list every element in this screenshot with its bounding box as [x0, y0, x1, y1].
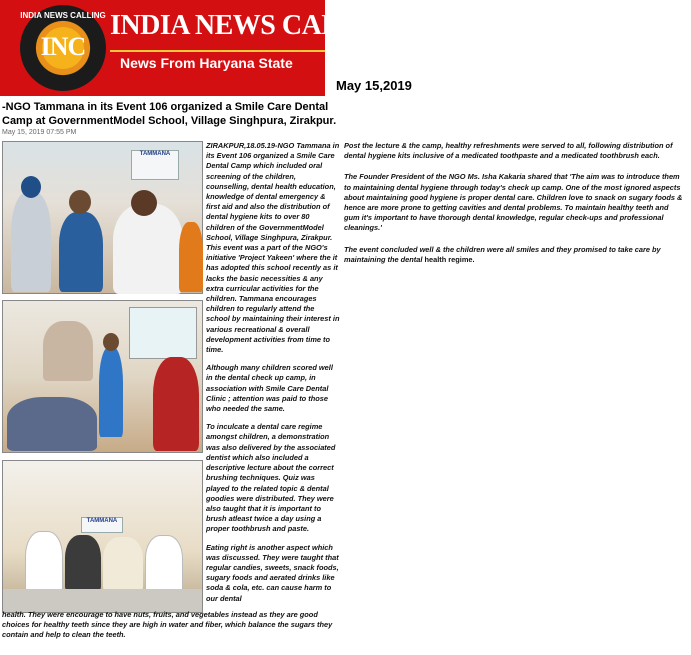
adults-group	[43, 321, 93, 381]
group-member	[145, 535, 183, 593]
site-subtitle: News From Haryana State	[120, 55, 293, 71]
article-paragraph: The Founder President of the NGO Ms. Isha Kakaria shared that 'The aim was to introduce them to maintaining dental hygiene through today's check up camp. One of the most ignored aspects about maintaining good hygiene is proper dental care. Children love to snack on sugary foods & hence are more prone to getting cavities and dental problems. To maintain healthy teeth and gum it's important to have thorough dental knowledge, regular check-ups and professional cleanings.'	[344, 172, 683, 233]
group-member	[65, 535, 101, 591]
teacher-figure	[153, 357, 199, 451]
person-figure	[11, 192, 51, 292]
whiteboard	[129, 307, 197, 359]
group-member	[103, 537, 143, 591]
inc-logo	[20, 5, 106, 91]
article-paragraph: ZIRAKPUR,18.05.19-NGO Tammana in its Event 106 organized a Smile Care Dental Camp which included oral screening of the children, counselling, dental health education, knowledge of dental emergency & first aid and also the distribution of dental hygiene kits to over 80 children of the GovernmentModel School, Village Singhpura, Zirakpur. This event was a part of the NGO's initiative 'Project Yakeen' where the it has adopted this school recently as it lacks the basic necessities & any extra curricular activities for the children. Tammana encourages children to regularly attend the school by maintaining their interest in various recreational & overall development activities from time to time.	[206, 141, 340, 355]
article-continuation	[2, 610, 342, 649]
article-column-right	[344, 141, 686, 276]
article-closing-paragraph	[344, 245, 686, 265]
closing-tail: health regime.	[424, 254, 475, 264]
dentist-head	[131, 190, 157, 216]
dentist-figure	[113, 204, 183, 294]
photo-dental-checkup	[2, 141, 203, 294]
person-head	[21, 176, 41, 198]
child-head	[69, 190, 91, 214]
article-paragraph: Post the lecture & the camp, healthy refreshments were served to all, following distribution of dental hygiene kits inclusive of a medicated toothpaste and a medicated toothbrush each.	[344, 141, 673, 161]
person-figure	[179, 222, 203, 292]
logo-text: INC	[40, 32, 86, 61]
article-column-left	[206, 141, 340, 612]
floor	[3, 589, 202, 612]
site-title: INDIA NEWS CALLING	[110, 10, 410, 41]
publish-date: May 15,2019	[336, 78, 412, 93]
article-byline: May 15, 2019 07:55 PM	[2, 129, 77, 136]
child-head	[103, 333, 119, 351]
logo-ring-text: INDIA NEWS CALLING	[20, 11, 106, 20]
article-paragraph: To inculcate a dental care regime amongst children, a demonstration was also delivered by the associated dentist which also included a descriptive lecture about the correct brushing techniques. Quiz was played to the related topic & dental goodies were distributed. They were also taught that it is important to brush atleast twice a day using a proper toothbrush and paste.	[206, 422, 336, 534]
tammana-banner: TAMMANA	[131, 150, 179, 180]
child-standing	[99, 347, 123, 437]
tammana-banner: TAMMANA	[81, 517, 123, 533]
photo-group	[2, 460, 203, 613]
article-headline: -NGO Tammana in its Event 106 organized a Smile Care Dental Camp at GovernmentModel School, Village Singhpura, Zirakpur.	[2, 101, 337, 127]
article-paragraph: Although many children scored well in the dental check up camp, in association with Smile Care Dental Clinic ; attention was paid to those who needed the same.	[206, 363, 333, 414]
child-figure	[59, 212, 103, 292]
group-member	[25, 531, 63, 593]
masthead-divider	[110, 50, 325, 52]
photo-classroom	[2, 300, 203, 453]
article-paragraph: health. They were encourage to have nuts, fruits, and vegetables instead as they are good choices for healthy teeth since they are high in water and fiber, which balance the sugars they contain and help to clean the teeth.	[2, 610, 333, 640]
children-group	[7, 397, 97, 451]
article-paragraph: Eating right is another aspect which was discussed. They were taught that regular candies, sweets, snack foods, sugary foods and aerated drinks like soda & cola, etc. can cause harm to our dental	[206, 542, 339, 603]
closing-text: The event concluded well & the children were all smiles and they promised to take care by maintaining the dental	[344, 244, 661, 264]
